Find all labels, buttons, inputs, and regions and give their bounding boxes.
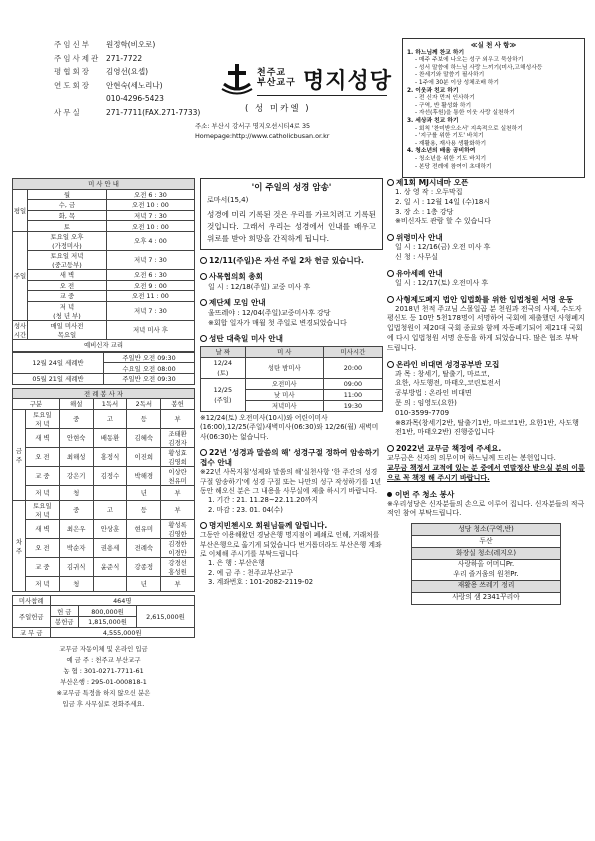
vincent-items <box>200 559 383 587</box>
duty-header: 1독서 <box>93 399 127 410</box>
memorize-item: 1. 기간 : 21. 11.28~22.11.20까지 <box>208 496 318 505</box>
tithe-title: 2022년 교무금 책정에 주세요. <box>387 444 585 454</box>
bullet-icon <box>200 522 207 529</box>
duty-cell: 김귀식 <box>59 557 93 576</box>
duty-cell: 강경선 홍성원 <box>161 557 195 576</box>
mass-day: 화, 목 <box>28 210 107 221</box>
duty-cell: 토요일 저 녁 <box>26 500 60 519</box>
cinema-item: 1. 상 영 작 : 오두막집 <box>395 188 463 196</box>
verse-box <box>200 178 383 250</box>
weekly-item: - 본당 전례에 참여이 초대하기 <box>415 163 492 170</box>
info-key: 사무실 <box>54 107 82 117</box>
duty-cell: 교 중 <box>26 557 60 576</box>
mass-day: 새 벽 <box>28 269 107 280</box>
mass-title: 미 사 안 내 <box>13 179 195 190</box>
duty-cell: 새 벽 <box>26 519 60 538</box>
info-value: 271-7711(FAX.271-7733) <box>106 107 201 117</box>
xmas-header: 날 짜 <box>201 347 246 358</box>
info-row <box>54 79 214 93</box>
info-row <box>54 106 214 120</box>
weekly-heading: 1. 하느님께 찬교 하기 <box>407 49 465 56</box>
xmas-time: 09:00 <box>323 379 382 390</box>
offering-value: 1,815,000원 <box>79 616 137 627</box>
mass-day: 교 중 <box>28 291 107 302</box>
vincent-title: 명지빈첸시오 회원님들께 알립니다. <box>200 521 383 531</box>
duty-cell: 이진희 <box>127 447 161 466</box>
right-column <box>387 178 585 605</box>
memorize-items <box>200 496 383 515</box>
info-value: 원정학(비오로) <box>106 40 156 49</box>
prep-class: 12월 24일 세례반 <box>13 352 104 373</box>
info-key: 주임신부 <box>54 40 91 49</box>
group-line: ※회합 일자가 매월 첫 주일로 변경되었습니다 <box>208 319 347 327</box>
cleaning-cell: 사랑의 샘 2341꾸리아 <box>412 592 561 604</box>
xmas-mass: 낮 미사 <box>245 390 323 401</box>
bullet-icon <box>200 299 207 306</box>
tithe-label: 교 무 금 <box>13 627 51 638</box>
duty-cell: 홍정식 <box>93 447 127 466</box>
weekly-heading: 2. 이웃과 친교 하기 <box>407 87 459 94</box>
petition-title: 사형제도폐지 법안 입법화를 위한 입법청원 서명 운동 <box>387 295 585 305</box>
baptism-item: 일 시 : 12/17(토) 오전미사 후 <box>395 278 489 287</box>
baptism-title: 유아세례 안내 <box>387 269 585 279</box>
cleaning-table <box>411 523 561 605</box>
bible-study-item: 010-3599-7709 <box>395 408 450 417</box>
info-value: 안현숙(세노리나) <box>106 80 163 90</box>
bullet-icon <box>387 270 394 277</box>
duty-cell: 토요일 저 녁 <box>26 409 60 428</box>
bullet-icon <box>200 335 207 342</box>
mass-time: 오전 11 : 00 <box>106 291 194 302</box>
duty-cell: 교 중 <box>26 466 60 485</box>
mass-day: 수, 금 <box>28 200 107 211</box>
cleaning-body: ※우리성당은 신자분들의 손으로 이루어 집니다. 신자분들의 적극적인 참여 부탁드립니다. <box>387 499 585 518</box>
info-value: 010-4296-5423 <box>106 94 164 103</box>
duty-header: 구분 <box>13 399 60 410</box>
christmas-mass-table <box>200 346 383 412</box>
xmas-time: 11:00 <box>323 390 382 401</box>
mass-day: 토요일 오후 (가정미사) <box>28 231 107 250</box>
attendance-label: 미사참례 <box>13 595 51 606</box>
info-row <box>54 38 214 52</box>
weekly-item: - 회칙 '찬미받으소서' 지속적으로 실천하기 <box>415 125 523 132</box>
verse-text: 성경에 미리 기록된 것은 우리를 가르치려고 기록된 것입니다. 그래서 우리는 성경에서 인내를 배우고 위로를 받아 희망을 간직하게 됩니다. <box>207 210 376 243</box>
duty-cell: 최해성 <box>59 447 93 466</box>
info-key: 평협회장 <box>54 67 91 76</box>
dot-icon <box>387 492 392 497</box>
duty-header: 2독서 <box>127 399 161 410</box>
weekly-item: - 구역, 반 활성화 하기 <box>415 102 472 109</box>
duty-cell: 청 <box>59 485 93 500</box>
duty-cell: 안상훈 <box>93 519 127 538</box>
prep-time: 주일반 오전 09:30 <box>104 352 195 363</box>
duty-title: 전 례 봉 사 자 <box>13 388 195 399</box>
xmas-header: 미 사 <box>245 347 323 358</box>
duty-cell: 김혜숙 <box>127 428 161 447</box>
christmas-note: ※12/24(토) 오전미사(10시)와 어린이미사(16:00),12/25(주일)새벽미사(06:30)와 12/26(월) 새벽미사(06:30)는 없습니다. <box>200 414 379 441</box>
cinema-items <box>387 188 585 227</box>
duty-cell: 배동환 <box>93 428 127 447</box>
church-logo <box>220 62 400 102</box>
xmas-mass: 성탄 밤미사 <box>245 358 323 379</box>
duty-cell: 권용세 <box>93 538 127 557</box>
mass-day: 저 녁 (청 년 부) <box>28 301 107 320</box>
tithe-body: 교무금은 신자의 의무이며 하느님께 드리는 봉헌입니다. <box>387 454 556 463</box>
church-name: 명지성당 <box>303 69 393 94</box>
bullet-icon <box>200 449 207 456</box>
confession-day: 매일 미사전 목요일 <box>28 320 107 339</box>
bullet-icon <box>200 273 207 280</box>
cinema-item: 2. 일 시 : 12월 14일 (수)18시 <box>395 197 491 206</box>
weekly-heading: 3. 세상과 친교 하기 <box>407 117 459 124</box>
mass-time: 저녁 7 : 30 <box>106 301 194 320</box>
church-info <box>54 38 214 119</box>
requiem-title: 위령미사 안내 <box>387 233 585 243</box>
group-line: 울뜨레야 : 12/04(주일)교중미사후 강당 <box>208 309 331 317</box>
mass-time: 오전 10 : 00 <box>106 221 194 232</box>
weekly-item: - 전 신자 먼저 인사하기 <box>415 95 475 102</box>
duty-cell: 오 전 <box>26 538 60 557</box>
mass-day: 토 <box>28 221 107 232</box>
requiem-item: 일 시 : 12/16(금) 오전 미사 후 <box>395 243 491 252</box>
duty-cell: 김정수 <box>93 466 127 485</box>
christmas-title: 성탄 대축일 미사 안내 <box>200 334 383 344</box>
cleaning-title: 이번 주 청소 봉사 <box>387 490 585 500</box>
duty-cell: 현유미 <box>127 519 161 538</box>
prep-time: 주일반 오전 09:30 <box>104 373 195 384</box>
duty-cell: 청 <box>59 576 93 591</box>
offering-label: 주일헌금 <box>13 606 51 627</box>
council-body: 일 시 : 12/18(주일) 교중 미사 후 <box>208 283 311 291</box>
info-row <box>54 52 214 66</box>
left-column <box>12 178 195 710</box>
duty-cell <box>93 576 127 591</box>
middle-column <box>200 178 383 588</box>
logo-rule <box>257 95 387 96</box>
cleaning-cell: 화장실 청소(레지오) <box>412 548 561 560</box>
vincent-body: 그동안 이용해왔던 경남은행 명지점이 폐쇄로 인해, 거래처를 부산은행으로 옮기게 되었습니다 번거롭더라도 부산은행 계좌로 이체해 주시기를 부탁드립니다 <box>200 531 382 559</box>
weekly-item: - 자선(후원)을 통한 이웃 사랑 실천하기 <box>415 110 515 117</box>
prep-class: 05월 21일 세례반 <box>13 373 104 384</box>
duty-cell: 중 <box>59 409 93 428</box>
cinema-item: ※비신자도 관람 할 수 있습니다 <box>395 217 491 226</box>
mass-schedule-table <box>12 178 195 340</box>
weekly-item: - 1주에 30분 이상 성체조배 하기 <box>415 79 499 86</box>
mass-time: 저녁 7 : 30 <box>106 250 194 269</box>
xmas-date: 12/24 (토) <box>201 358 246 379</box>
bible-study-item: 요한, 사도행전, 마태오,코린토전서 <box>395 379 501 388</box>
bullet-icon <box>387 445 394 452</box>
info-key: 주임사제관 <box>54 53 101 63</box>
duty-cell: 저 녁 <box>26 576 60 591</box>
duty-cell: 김경한 이경안 <box>161 538 195 557</box>
weekly-item: - 재활용, 재사용 생활화하기 <box>415 140 487 147</box>
bullet-icon <box>387 179 394 186</box>
duty-cell: 황성효 김영희 <box>161 447 195 466</box>
duty-cell: 저 녁 <box>26 485 60 500</box>
mass-time: 저녁 7 : 30 <box>106 210 194 221</box>
duty-group: 금주 <box>13 409 26 500</box>
mass-time: 오후 4 : 00 <box>106 231 194 250</box>
vincent-item: 1. 은 행 : 부산은행 <box>208 559 265 568</box>
duty-cell: 등 <box>127 409 161 428</box>
cleaning-cell: 사랑하올 어머니Pr. 우리 즐거움의 원천Pr. <box>412 560 561 581</box>
weekly-practice-box <box>402 38 585 178</box>
groups-title: 제단체 모임 안내 <box>200 298 383 308</box>
duty-header: 해설 <box>59 399 93 410</box>
tithe-value: 4,555,000원 <box>50 627 194 638</box>
attendance-value: 464명 <box>50 595 194 606</box>
finance-table <box>12 595 195 638</box>
requiem-items <box>387 243 585 263</box>
weekday-label: 평일 <box>13 189 28 231</box>
bible-study-item: 문 의 : 임영도(요한) <box>395 398 457 407</box>
duty-cell: 강은기 <box>59 466 93 485</box>
duty-cell: 고 <box>93 409 127 428</box>
duty-cell: 이상란 천유미 <box>161 466 195 485</box>
duty-cell: 조태환 김경자 <box>161 428 195 447</box>
duty-cell: 등 <box>127 500 161 519</box>
weekly-title: ≪실 천 사 항≫ <box>470 41 517 49</box>
offering-total: 2,615,000원 <box>137 606 195 627</box>
duty-cell: 오 전 <box>26 447 60 466</box>
offering-value: 800,000원 <box>79 606 137 617</box>
xmas-mass: 저녁미사 <box>245 401 323 412</box>
info-value: 271-7722 <box>106 53 143 63</box>
duty-cell: 부 <box>161 576 195 591</box>
mass-time: 오전 6 : 30 <box>106 269 194 280</box>
finance-note: 농 협 : 301-0271-7711-61 <box>63 667 144 676</box>
offering-sub: 봉헌금 <box>50 616 79 627</box>
requiem-item: 신 청 : 사무실 <box>395 252 438 261</box>
duty-cell: 년 <box>127 576 161 591</box>
info-row <box>54 65 214 79</box>
finance-notes <box>12 644 195 710</box>
xmas-time: 19:30 <box>323 401 382 412</box>
duty-cell: 고 <box>93 500 127 519</box>
logo-subtitle: 천주교 부산교구 <box>257 68 296 88</box>
tithe-body-2: 교무금 책정서 교적에 있는 분 중에서 연말정산 받으실 분의 이름으로 꼭 책정 해 주시기 바랍니다. <box>387 463 585 482</box>
church-address: 주소: 부산시 강서구 명지오션시티4로 35 Homepage:http://www.catholicbusan.or.kr <box>195 122 330 140</box>
church-logo-icon <box>220 62 254 96</box>
finance-note: ※교무금 특정을 하지 않으신 분은 <box>56 689 151 698</box>
duty-cell: 박해경 <box>127 466 161 485</box>
mass-day: 월 <box>28 189 107 200</box>
weekly-item: - 매주 주보에 나오는 성구 외우고 묵상하기 <box>415 57 524 64</box>
cleaning-cell: 성당 청소(구역,반) <box>412 524 561 536</box>
xmas-date: 12/25 (주일) <box>201 379 246 412</box>
info-key <box>54 92 106 106</box>
petition-body: 2018년 천적 주교님 스몰일곱 분 천원과 전국의 사제, 수도자 평신도 등 10만 5천178명이 서명하여 국회에 제출했던 사형폐지 입법청원이 제20대 국회 종료와 함께 자동폐기되어 제21대 국회에 다시 입법청원 서명 운동을 하게 되었습니다. 많은 협조 부탁드립니다. <box>387 304 585 352</box>
memorize-body: ※22년 사목지침'성제와 말씀의 해'실천사항 '한 주간의 성경 구절 암송하기'에 성경 구절 또는 나만의 성구 작성하기를 1년 동안 해오신 분은 그 내용을 사무실에 제출 하시기 바랍니다. <box>200 468 382 496</box>
finance-note: 부산은행 : 295-01-000818-1 <box>60 678 147 687</box>
verse-ref: 로마서(15,4) <box>207 196 249 204</box>
sunday-label: 주일 <box>13 231 28 320</box>
confession-time: 저녁 미사 후 <box>106 320 194 339</box>
duty-cell: 새 벽 <box>26 428 60 447</box>
patron-subtitle: ( 성 미카엘 ) <box>245 104 311 114</box>
duty-cell: 전례숙 <box>127 538 161 557</box>
mass-day: 오 전 <box>28 280 107 291</box>
weekly-heading: 4. 청소년의 배움 공비하여 <box>407 148 476 155</box>
mass-time: 오전 9 : 00 <box>106 280 194 291</box>
duty-cell: 안현숙 <box>59 428 93 447</box>
baptism-items <box>387 279 585 289</box>
duty-cell: 년 <box>127 485 161 500</box>
council-title: 사목협의회 총회 <box>200 272 383 282</box>
cleaning-cell: 두산 <box>412 536 561 548</box>
vincent-item: 2. 예 금 주 : 천주교부산교구 <box>208 568 294 577</box>
bullet-icon <box>387 234 394 241</box>
duty-cell: 최은우 <box>59 519 93 538</box>
groups-body <box>200 308 383 328</box>
duty-cell: 부 <box>161 409 195 428</box>
weekly-item: - 청소년을 위한 기도 바치기 <box>415 155 487 162</box>
weekly-item: - '지구를 위한 기도' 바치기 <box>415 133 484 140</box>
bible-study-item: 과 목 : 창세기, 탈출기, 마르코, <box>395 369 490 378</box>
cinema-item: 3. 장 소 : 1층 강당 <box>395 207 454 216</box>
duty-cell <box>93 485 127 500</box>
info-value: 김영선(요셉) <box>106 67 149 76</box>
info-key: 연도회장 <box>54 80 91 90</box>
confession-label: 성사 시간 <box>13 321 27 339</box>
bullet-icon <box>387 296 394 303</box>
prep-table <box>12 352 195 385</box>
bible-study-item: ※8과목(창세기2반, 탈출기1반, 마르코1반, 요한1반, 사도행전1반, 마태오2반) 진행중입니다 <box>395 418 579 437</box>
offering-sub: 헌 금 <box>50 606 79 617</box>
prep-title: 예비신자 교리 <box>12 340 195 352</box>
duty-cell: 부 <box>161 485 195 500</box>
mass-day: 토요일 저녁 (중고등부) <box>28 250 107 269</box>
info-row <box>54 92 214 106</box>
vincent-item: 3. 계좌번호 : 101-2082-2119-02 <box>208 578 314 587</box>
bible-study-items <box>387 370 585 439</box>
finance-note: 교무금 자동이체 및 온라인 입금 <box>59 645 148 654</box>
cleaning-cell: 재활용 쓰레기 정리 <box>412 580 561 592</box>
finance-note: 입금 후 사무실로 전화주세요. <box>62 700 145 709</box>
duty-header: 봉헌 <box>161 399 195 410</box>
prep-time: 수요일 오전 08:00 <box>104 363 195 374</box>
xmas-time: 20:00 <box>323 358 382 379</box>
bullet-icon <box>387 361 394 368</box>
duty-cell: 중 <box>59 500 93 519</box>
duty-group: 차주 <box>13 500 26 591</box>
xmas-mass: 오전미사 <box>245 379 323 390</box>
bullet-icon <box>200 257 207 264</box>
finance-note: 예 금 주 : 천주교 부산교구 <box>66 656 141 665</box>
duty-cell: 강종정 <box>127 557 161 576</box>
duty-cell: 황성록 김영한 <box>161 519 195 538</box>
mass-time: 오전 6 : 30 <box>106 189 194 200</box>
memorize-item: 2. 마감 : 23. 01. 04(수) <box>208 505 283 514</box>
bible-study-title: 온라인 비대면 성경공부반 모집 <box>387 360 585 370</box>
duty-cell: 윤준식 <box>93 557 127 576</box>
xmas-header: 미사시간 <box>323 347 382 358</box>
memorize-title: 22년 '성경과 말씀의 해' 성경구절 정하여 암송하기 접수 안내 <box>200 448 380 468</box>
liturgy-duty-table <box>12 388 195 592</box>
weekly-item: - 성서 말씀에 하느님 사랑 느끼기(미사,고해성사등 <box>415 64 543 71</box>
duty-cell: 박순자 <box>59 538 93 557</box>
cinema-title: 제1회 MJ시네마 오픈 <box>387 178 585 188</box>
bible-study-item: 공부방법 : 온라인 비대면 <box>395 389 472 398</box>
weekly-item: - 찬세기와 말씀기 필사하기 <box>415 72 485 79</box>
mass-time: 오전 10 : 00 <box>106 200 194 211</box>
duty-cell: 부 <box>161 500 195 519</box>
charity-notice: 12/11(주일)은 자선 주일 2차 헌금 있습니다. <box>200 256 383 266</box>
verse-title: '이 주일의 성경 암송' <box>251 183 332 193</box>
